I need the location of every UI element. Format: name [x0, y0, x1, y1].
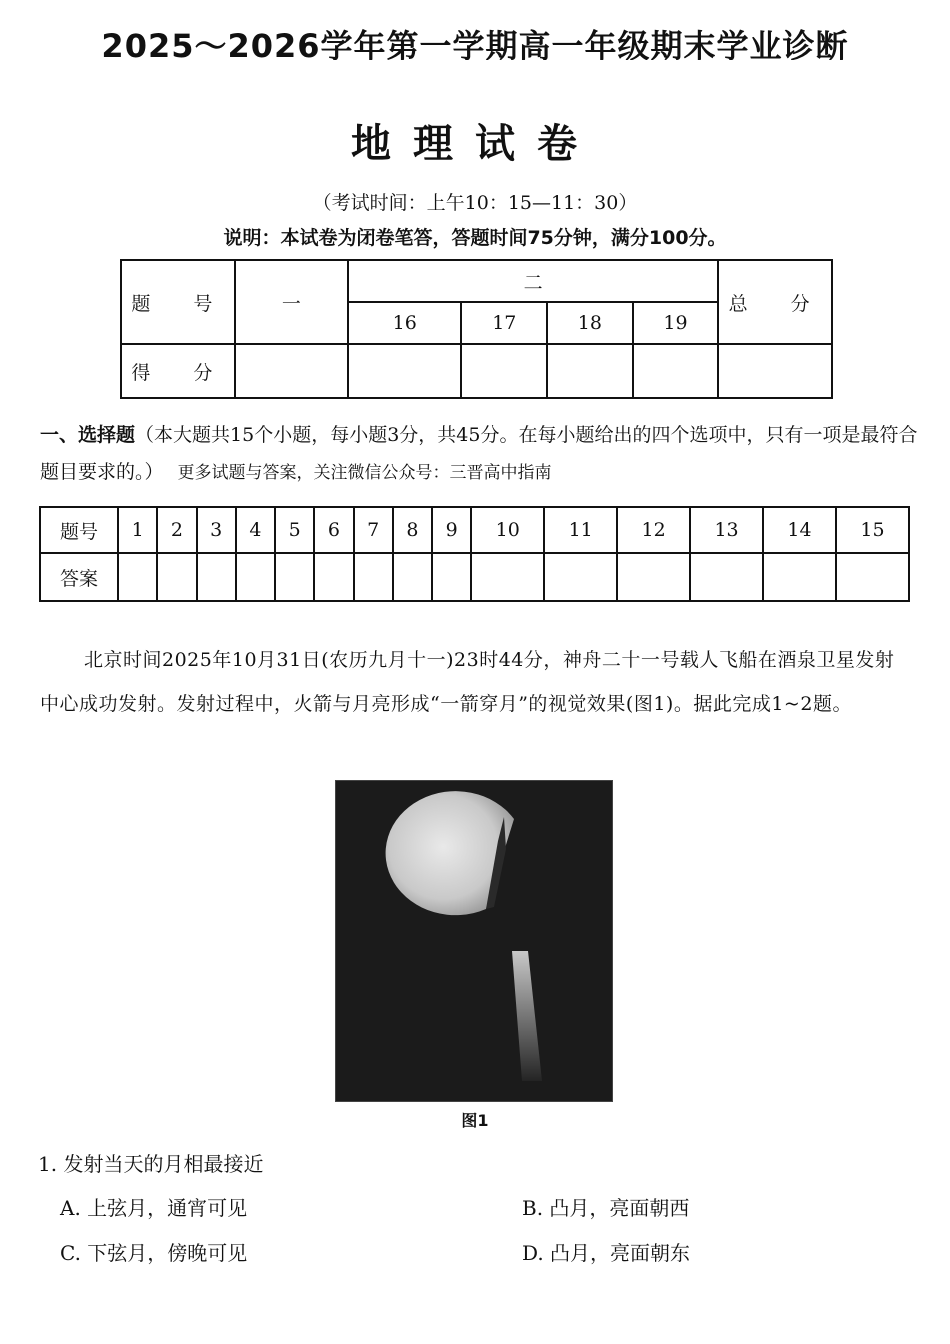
answer-table-number: 7: [354, 507, 393, 553]
answer-table-number: 15: [836, 507, 909, 553]
answer-cell[interactable]: [275, 553, 314, 601]
passage-text: 北京时间2025年10月31日(农历九月十一)23时44分，神舟二十一号载人飞船在酒泉卫星发射中心成功发射。发射过程中，火箭与月亮形成“一箭穿月”的视觉效果(图1)。据此完成1~2题。: [40, 649, 895, 715]
answer-cell[interactable]: [432, 553, 471, 601]
score-table-total: 总 分: [718, 260, 832, 344]
question-1-option-c[interactable]: C. 下弦月，傍晚可见: [60, 1241, 248, 1265]
score-cell[interactable]: [461, 344, 547, 398]
question-1-option-a[interactable]: A. 上弦月，通宵可见: [60, 1196, 248, 1220]
score-cell[interactable]: [348, 344, 461, 398]
score-table-q19: 19: [633, 302, 719, 344]
answer-table-number: 6: [314, 507, 353, 553]
section-one-description: （本大题共15个小题，每小题3分，共45分。在每小题给出的四个选项中，只有一项是最符合题目要求的。）: [40, 424, 918, 483]
answer-cell[interactable]: [118, 553, 157, 601]
score-table-q18: 18: [547, 302, 633, 344]
page-header-cut: [0, 22, 950, 60]
score-table-label-number: 题 号: [121, 260, 235, 344]
exam-time: （考试时间：上午10：15—11：30）: [312, 192, 638, 214]
score-cell[interactable]: [235, 344, 348, 398]
rocket-moon-image: [336, 781, 612, 1101]
answer-cell[interactable]: [763, 553, 836, 601]
section-one-heading: 一、选择题: [40, 424, 136, 446]
exam-series-title: 2025～2026学年第一学期高一年级期末学业诊断: [101, 27, 849, 60]
score-table-q16: 16: [348, 302, 461, 344]
section-one-intro: [40, 417, 920, 492]
answer-table-number: 12: [617, 507, 690, 553]
answer-cell[interactable]: [354, 553, 393, 601]
answer-cell[interactable]: [393, 553, 432, 601]
answer-table-number: 9: [432, 507, 471, 553]
answer-cell[interactable]: [544, 553, 617, 601]
answer-table-number: 10: [471, 507, 544, 553]
figure-caption: 图1: [461, 1111, 489, 1130]
score-cell[interactable]: [547, 344, 633, 398]
score-cell[interactable]: [633, 344, 719, 398]
question-1-option-d[interactable]: D. 凸月，亮面朝东: [522, 1241, 691, 1265]
score-table-label-score: 得 分: [121, 344, 235, 398]
answer-table-number: 3: [197, 507, 236, 553]
promo-note: 更多试题与答案，关注微信公众号：三晋高中指南: [177, 463, 552, 483]
answer-cell[interactable]: [690, 553, 763, 601]
answer-cell[interactable]: [314, 553, 353, 601]
answer-table-label-answer: 答案: [40, 553, 118, 601]
answer-table-number: 5: [275, 507, 314, 553]
answer-table-number: 4: [236, 507, 275, 553]
answer-table-number: 11: [544, 507, 617, 553]
answer-cell[interactable]: [236, 553, 275, 601]
answer-table-number: 14: [763, 507, 836, 553]
score-table: [120, 259, 833, 399]
paper-title: 地理试卷: [351, 121, 599, 167]
answer-table-label-number: 题号: [40, 507, 118, 553]
exam-instructions: 说明：本试卷为闭卷笔答，答题时间75分钟，满分100分。: [223, 227, 727, 249]
question-1-stem: 1. 发射当天的月相最接近: [38, 1152, 264, 1176]
question-1-option-b[interactable]: B. 凸月，亮面朝西: [522, 1196, 690, 1220]
answer-table: [39, 506, 910, 602]
answer-table-number: 13: [690, 507, 763, 553]
answer-cell[interactable]: [617, 553, 690, 601]
score-table-q17: 17: [461, 302, 547, 344]
score-table-part-one: 一: [235, 260, 348, 344]
answer-table-number: 2: [157, 507, 196, 553]
answer-cell[interactable]: [836, 553, 909, 601]
answer-table-number: 1: [118, 507, 157, 553]
answer-cell[interactable]: [197, 553, 236, 601]
figure-rocket-moon-photo: [335, 780, 613, 1102]
answer-cell[interactable]: [471, 553, 544, 601]
score-cell[interactable]: [718, 344, 832, 398]
score-table-part-two: 二: [348, 260, 718, 302]
answer-table-number: 8: [393, 507, 432, 553]
answer-cell[interactable]: [157, 553, 196, 601]
